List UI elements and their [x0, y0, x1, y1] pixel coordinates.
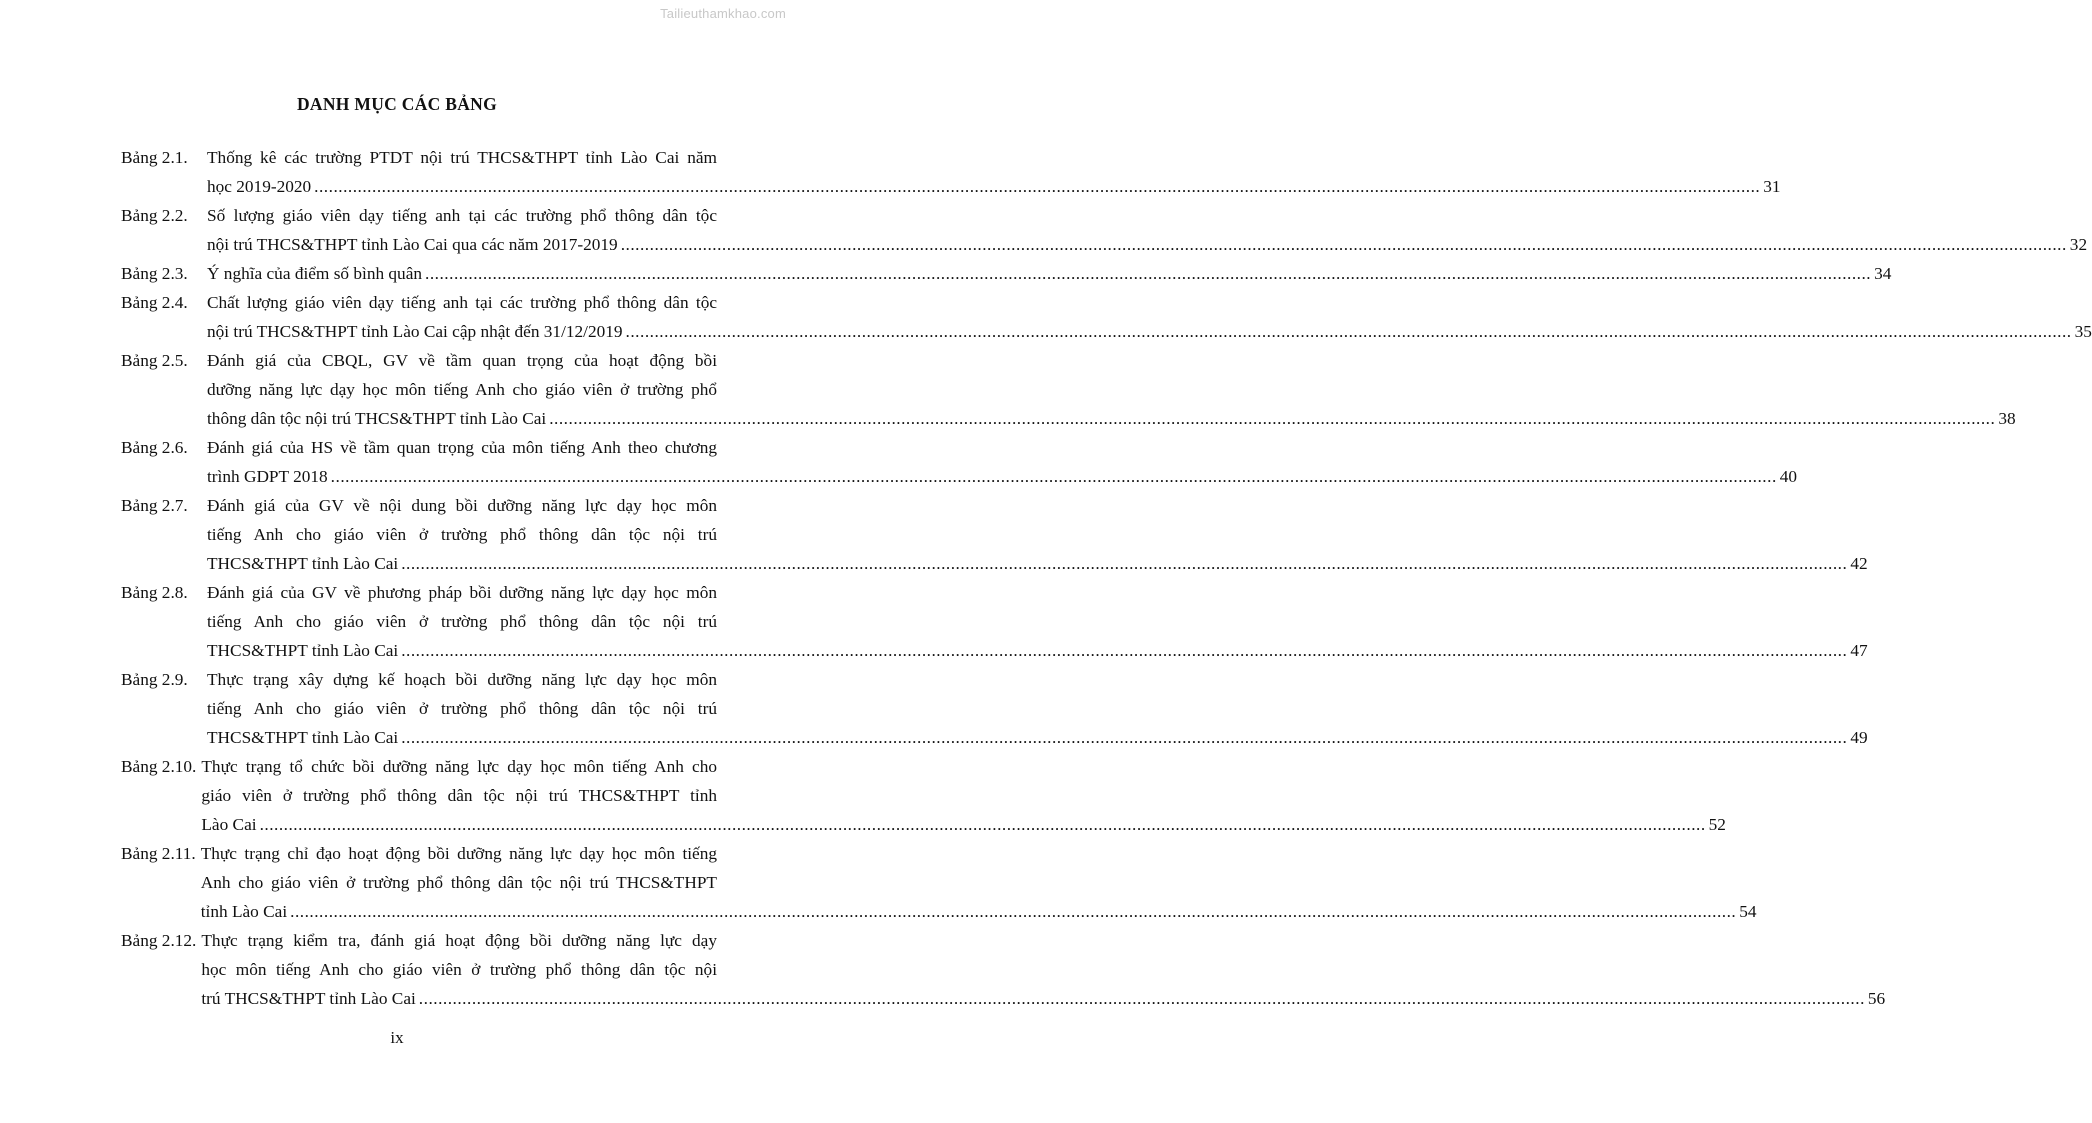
caption-line-with-page	[207, 404, 2016, 433]
table-label: Bảng 2.1.	[121, 148, 188, 167]
dot-leader: ............................................................................................................................................................................................................................................................................................................	[549, 409, 1996, 428]
page-ref[interactable]: 34	[1874, 264, 1892, 283]
table-list-entry[interactable]	[121, 926, 1886, 1013]
dot-leader: ............................................................................................................................................................................................................................................................................................................	[330, 467, 1777, 486]
caption-line-with-page	[207, 259, 1892, 288]
caption-line-with-page	[201, 984, 1886, 1013]
caption-line: trú THCS&THPT tỉnh Lào Cai	[201, 989, 416, 1008]
table-caption	[201, 752, 1726, 839]
dot-leader: ............................................................................................................................................................................................................................................................................................................	[401, 728, 1848, 747]
table-list-entry[interactable]	[121, 839, 1757, 926]
caption-line: Đánh giá của GV về nội dung bồi dưỡng năng lực dạy học môn	[207, 496, 717, 515]
dot-leader: ............................................................................................................................................................................................................................................................................................................	[290, 902, 1737, 921]
table-caption	[207, 288, 2092, 346]
table-label: Bảng 2.3.	[121, 264, 188, 283]
caption-line: Thống kê các trường PTDT nội trú THCS&THPT tỉnh Lào Cai năm	[207, 148, 717, 167]
caption-line: dưỡng năng lực dạy học môn tiếng Anh cho giáo viên ở trường phổ	[207, 380, 717, 399]
table-list-entry[interactable]	[121, 752, 1726, 839]
caption-line: tiếng Anh cho giáo viên ở trường phổ thông dân tộc nội trú	[207, 699, 717, 718]
caption-line: Số lượng giáo viên dạy tiếng anh tại các trường phổ thông dân tộc	[207, 206, 717, 225]
caption-line: Thực trạng chỉ đạo hoạt động bồi dưỡng năng lực dạy học môn tiếng	[200, 844, 717, 863]
dot-leader: ............................................................................................................................................................................................................................................................................................................	[314, 177, 1761, 196]
table-list-entry[interactable]	[121, 346, 2016, 433]
dot-leader: ............................................................................................................................................................................................................................................................................................................	[418, 989, 1865, 1008]
caption-line-with-page	[207, 636, 1868, 665]
caption-line-with-page	[207, 172, 1781, 201]
table-label: Bảng 2.12.	[121, 931, 197, 950]
page-ref[interactable]: 54	[1739, 902, 1757, 921]
page-ref[interactable]: 52	[1708, 815, 1726, 834]
dot-leader: ............................................................................................................................................................................................................................................................................................................	[625, 322, 2072, 341]
caption-line: THCS&THPT tỉnh Lào Cai	[207, 728, 399, 747]
caption-line-with-page	[207, 549, 1868, 578]
table-caption	[207, 259, 1892, 288]
caption-line: THCS&THPT tỉnh Lào Cai	[207, 554, 399, 573]
table-list-entry[interactable]	[121, 259, 1892, 288]
caption-line: Lào Cai	[201, 815, 257, 834]
page-ref[interactable]: 38	[1998, 409, 2016, 428]
caption-line: tiếng Anh cho giáo viên ở trường phổ thông dân tộc nội trú	[207, 612, 717, 631]
dot-leader: ............................................................................................................................................................................................................................................................................................................	[425, 264, 1872, 283]
caption-line: giáo viên ở trường phổ thông dân tộc nội trú THCS&THPT tỉnh	[201, 786, 717, 805]
table-label: Bảng 2.10.	[121, 757, 197, 776]
table-caption	[207, 578, 1868, 665]
table-list-entry[interactable]	[121, 433, 1798, 491]
caption-line: Đánh giá của GV về phương pháp bồi dưỡng năng lực dạy học môn	[207, 583, 717, 602]
table-list	[121, 143, 2092, 1013]
page-ref[interactable]: 42	[1850, 554, 1868, 573]
caption-line: Thực trạng tổ chức bồi dưỡng năng lực dạy học môn tiếng Anh cho	[201, 757, 717, 776]
caption-line: Ý nghĩa của điểm số bình quân	[207, 264, 423, 283]
table-label: Bảng 2.2.	[121, 206, 188, 225]
caption-line: Anh cho giáo viên ở trường phổ thông dân tộc nội trú THCS&THPT	[200, 873, 717, 892]
table-caption	[207, 346, 2016, 433]
table-list-entry[interactable]	[121, 143, 1781, 201]
caption-line-with-page	[207, 230, 2088, 259]
page-ref[interactable]: 31	[1763, 177, 1781, 196]
table-caption	[207, 491, 1868, 578]
table-label: Bảng 2.9.	[121, 670, 188, 689]
caption-line: tiếng Anh cho giáo viên ở trường phổ thông dân tộc nội trú	[207, 525, 717, 544]
caption-line: trình GDPT 2018	[207, 467, 328, 486]
table-label: Bảng 2.5.	[121, 351, 188, 370]
caption-line: Chất lượng giáo viên dạy tiếng anh tại các trường phổ thông dân tộc	[207, 293, 717, 312]
caption-line: Thực trạng xây dựng kế hoạch bồi dưỡng năng lực dạy học môn	[207, 670, 717, 689]
caption-line-with-page	[201, 810, 1726, 839]
caption-line: thông dân tộc nội trú THCS&THPT tỉnh Lào Cai	[207, 409, 547, 428]
table-caption	[200, 839, 1757, 926]
table-label: Bảng 2.8.	[121, 583, 188, 602]
caption-line: tỉnh Lào Cai	[200, 902, 288, 921]
page-ref[interactable]: 56	[1867, 989, 1886, 1008]
table-caption	[207, 433, 1798, 491]
caption-line: nội trú THCS&THPT tỉnh Lào Cai cập nhật đến 31/12/2019	[207, 322, 623, 341]
page-ref[interactable]: 49	[1850, 728, 1868, 747]
caption-line: nội trú THCS&THPT tỉnh Lào Cai qua các năm 2017-2019	[207, 235, 618, 254]
table-label: Bảng 2.4.	[121, 293, 188, 312]
caption-line: học môn tiếng Anh cho giáo viên ở trường phổ thông dân tộc nội	[201, 960, 717, 979]
table-list-entry[interactable]	[121, 491, 1868, 578]
page-number: ix	[390, 1028, 404, 1047]
caption-line: THCS&THPT tỉnh Lào Cai	[207, 641, 399, 660]
caption-line-with-page	[207, 462, 1798, 491]
watermark: Tailieuthamkhao.com	[660, 6, 786, 21]
table-caption	[201, 926, 1886, 1013]
caption-line-with-page	[207, 723, 1868, 752]
caption-line: Đánh giá của HS về tầm quan trọng của môn tiếng Anh theo chương	[207, 438, 717, 457]
page-ref[interactable]: 47	[1850, 641, 1868, 660]
table-list-entry[interactable]	[121, 665, 1868, 752]
table-label: Bảng 2.6.	[121, 438, 188, 457]
table-list-entry[interactable]	[121, 288, 2092, 346]
dot-leader: ............................................................................................................................................................................................................................................................................................................	[620, 235, 2067, 254]
caption-line: học 2019-2020	[207, 177, 312, 196]
page-ref[interactable]: 32	[2069, 235, 2088, 254]
dot-leader: ............................................................................................................................................................................................................................................................................................................	[401, 554, 1848, 573]
caption-line-with-page	[200, 897, 1757, 926]
table-list-entry[interactable]	[121, 201, 2088, 259]
table-label: Bảng 2.7.	[121, 496, 188, 515]
table-caption	[207, 665, 1868, 752]
table-label: Bảng 2.11.	[121, 844, 196, 863]
caption-line: Đánh giá của CBQL, GV về tầm quan trọng của hoạt động bồi	[207, 351, 717, 370]
dot-leader: ............................................................................................................................................................................................................................................................................................................	[401, 641, 1848, 660]
page-ref[interactable]: 40	[1779, 467, 1798, 486]
page-ref[interactable]: 35	[2074, 322, 2092, 341]
dot-leader: ............................................................................................................................................................................................................................................................................................................	[259, 815, 1706, 834]
table-caption	[207, 143, 1781, 201]
table-list-entry[interactable]	[121, 578, 1868, 665]
caption-line: Thực trạng kiểm tra, đánh giá hoạt động bồi dưỡng năng lực dạy	[201, 931, 717, 950]
caption-line-with-page	[207, 317, 2092, 346]
table-caption	[207, 201, 2088, 259]
page-title: DANH MỤC CÁC BẢNG	[296, 94, 498, 114]
